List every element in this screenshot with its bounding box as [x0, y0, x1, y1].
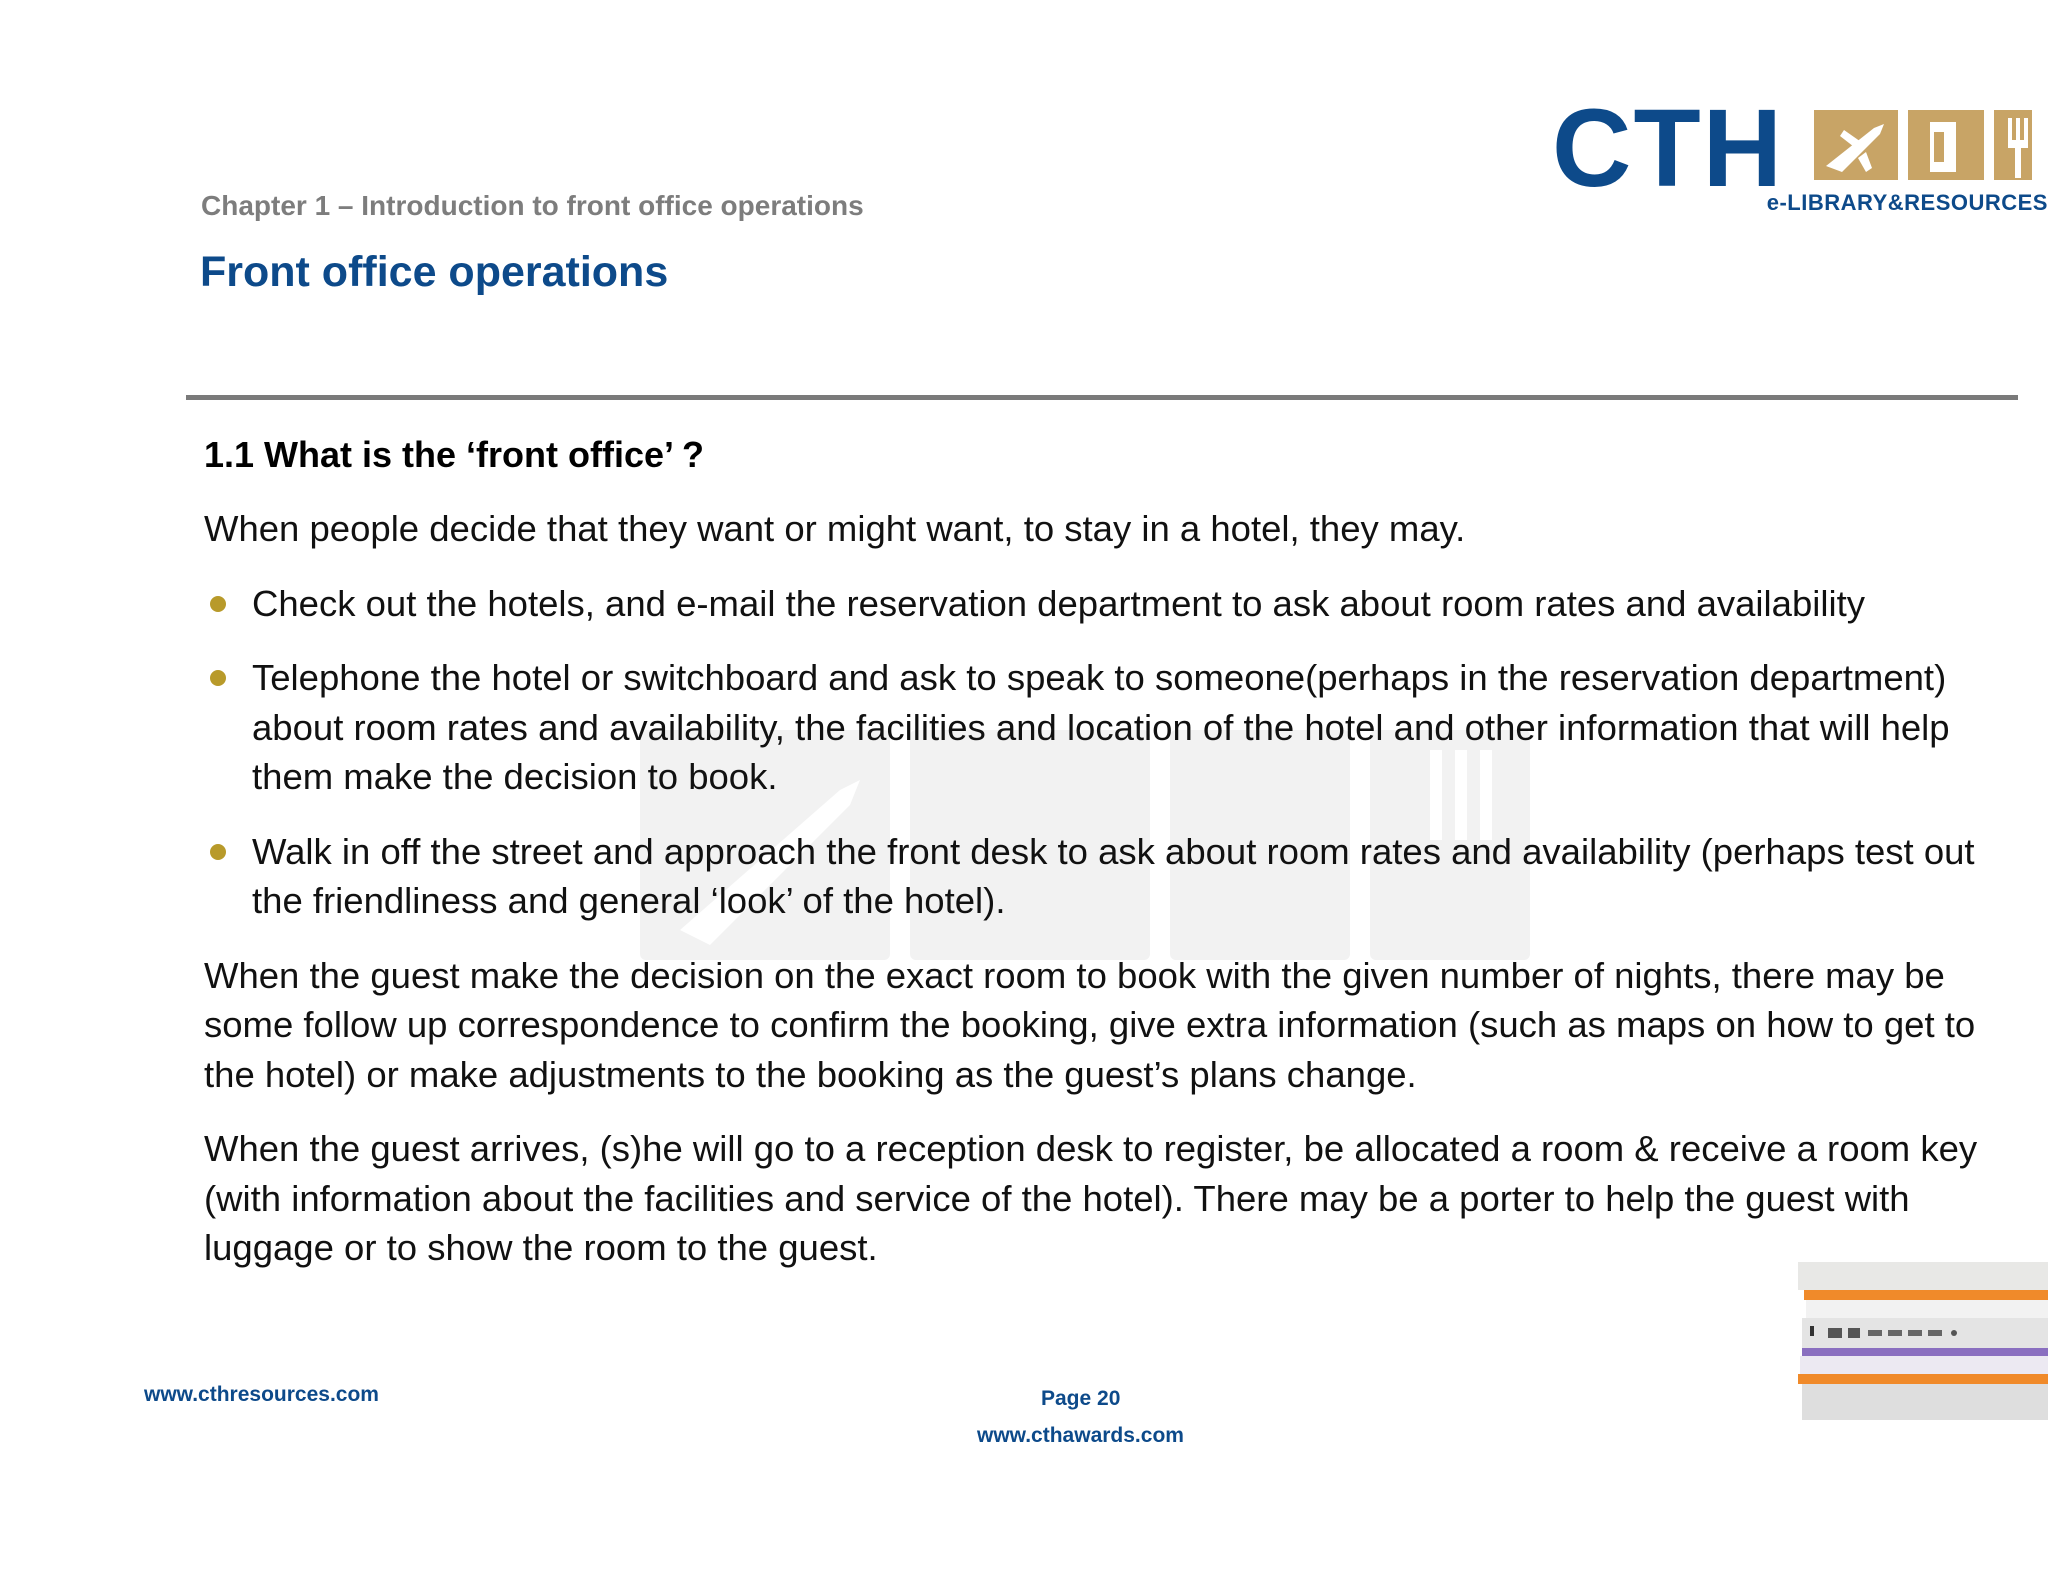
logo-subtitle: e-LIBRARY&RESOURCES	[1766, 190, 2048, 215]
footer-resources-link[interactable]: www.cthresources.com	[144, 1383, 379, 1406]
bullet-icon	[210, 670, 226, 686]
bullet-text: Telephone the hotel or switchboard and ask to speak to someone(perhaps in the reservation department) about room rates and availability, the facilities and location of the hotel and other information that will help them make the decision to book.	[252, 657, 1950, 797]
bullet-text: Check out the hotels, and e-mail the reservation department to ask about room rates and availability	[252, 582, 1865, 624]
list-item	[204, 579, 2014, 629]
logo-text: CTH	[1552, 87, 1785, 210]
fork-icon	[1994, 110, 2032, 180]
chapter-label: Chapter 1 – Introduction to front office operations	[201, 190, 864, 221]
body-paragraph: When the guest arrives, (s)he will go to a reception desk to register, be allocated a room & receive a room key (with information about the facilities and service of the hotel). There may be a porter to help the guest with luggage or to show the room to the guest.	[204, 1128, 1978, 1268]
bullet-list	[204, 579, 2014, 926]
content-body	[204, 430, 2014, 1298]
hotel-door-icon	[1908, 110, 1984, 180]
list-item	[204, 827, 2014, 926]
logo-tiles	[1814, 110, 2032, 180]
footer-awards-link[interactable]: www.cthawards.com	[977, 1424, 1184, 1447]
section-heading: 1.1 What is the ‘front office’ ?	[204, 434, 705, 475]
bullet-icon	[210, 596, 226, 612]
intro-paragraph: When people decide that they want or might want, to stay in a hotel, they may.	[204, 508, 1466, 549]
body-paragraph: When the guest make the decision on the exact room to book with the given number of nights, there may be some follow up correspondence to confirm the booking, give extra information (such as maps on how to get to the hotel) or make adjustments to the booking as the guest’s plans change.	[204, 954, 1976, 1095]
books-image	[1798, 1262, 2048, 1432]
airplane-icon	[1814, 110, 1898, 180]
bullet-text: Walk in off the street and approach the front desk to ask about room rates and availability (perhaps test out the friendliness and general ‘look’ of the hotel).	[252, 830, 1975, 921]
cth-logo	[1548, 87, 2048, 220]
bullet-icon	[210, 844, 226, 860]
list-item	[204, 653, 2014, 802]
page-number: Page 20	[1041, 1387, 1121, 1410]
header-divider	[186, 395, 2018, 400]
page-title: Front office operations	[200, 248, 669, 296]
